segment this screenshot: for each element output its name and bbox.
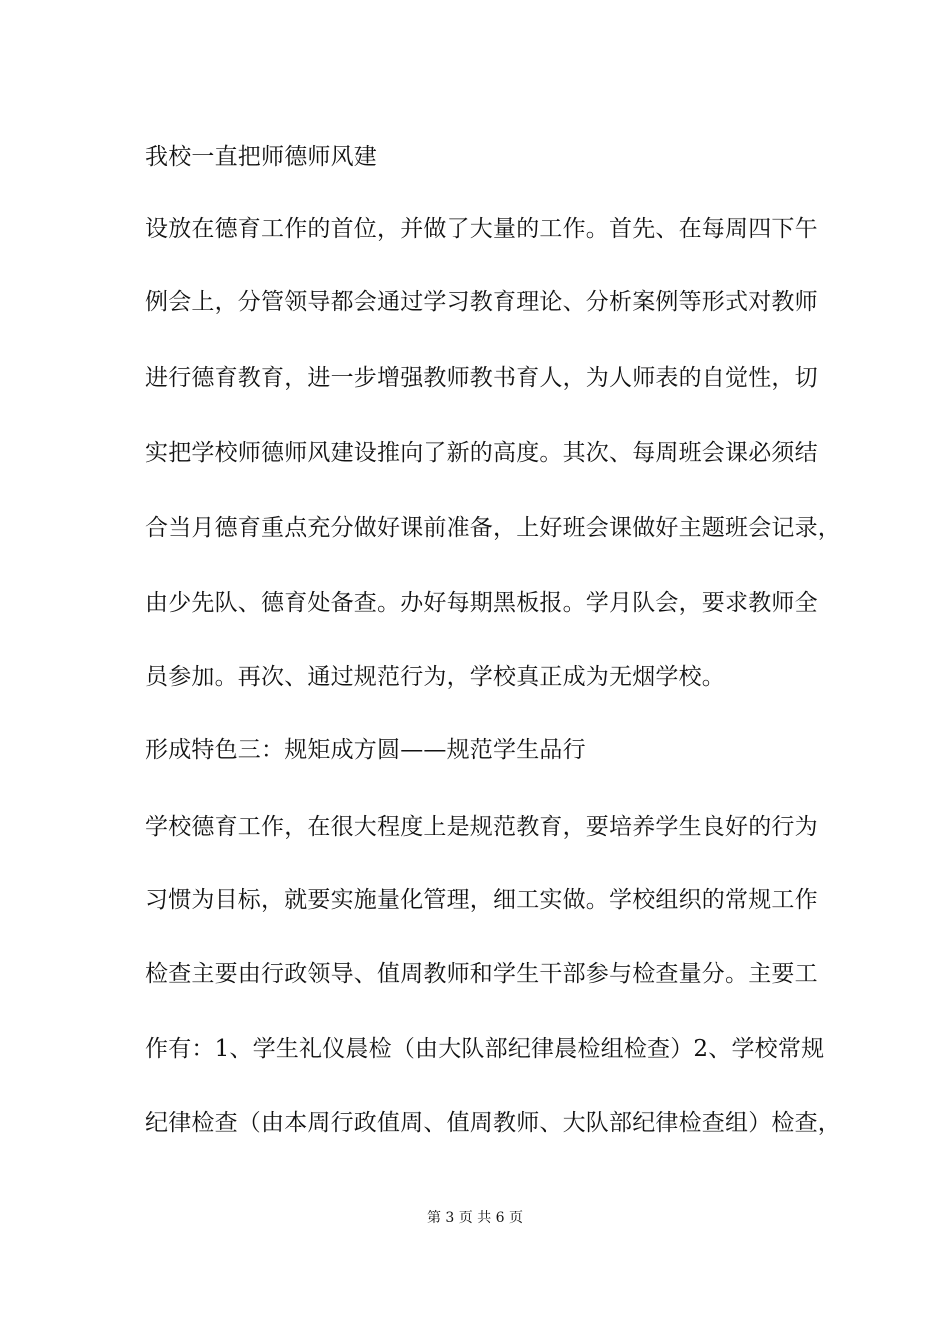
section-heading: 形成特色三：规矩成方圆——规范学生品行 — [145, 737, 586, 763]
text-line: 学校德育工作，在很大程度上是规范教育，要培养学生良好的行为 — [145, 814, 818, 840]
text-line: 合当月德育重点充分做好课前准备，上好班会课做好主题班会记录， — [145, 515, 841, 541]
text-line: 由少先队、德育处备查。办好每期黑板报。学月队会，要求教师全 — [145, 590, 818, 616]
text-line: 习惯为目标，就要实施量化管理，细工实做。学校组织的常规工作 — [145, 887, 818, 913]
text-line: 设放在德育工作的首位，并做了大量的工作。首先、在每周四下午 — [145, 216, 818, 242]
text-line: 实把学校师德师风建设推向了新的高度。其次、每周班会课必须结 — [145, 440, 818, 466]
text-line: 员参加。再次、通过规范行为，学校真正成为无烟学校。 — [145, 664, 725, 690]
text-line: 作有：1、学生礼仪晨检（由大队部纪律晨检组检查）2、学校常规 — [145, 1036, 825, 1062]
text-line: 纪律检查（由本周行政值周、值周教师、大队部纪律检查组）检查， — [145, 1110, 841, 1136]
page-number-footer: 第 3 页 共 6 页 — [426, 1210, 524, 1226]
text-line: 进行德育教育，进一步增强教师教书育人，为人师表的自觉性，切 — [145, 365, 818, 391]
text-line: 我校一直把师德师风建 — [145, 144, 377, 170]
text-line: 检查主要由行政领导、值周教师和学生干部参与检查量分。主要工 — [145, 961, 818, 987]
text-line: 例会上，分管领导都会通过学习教育理论、分析案例等形式对教师 — [145, 289, 818, 315]
